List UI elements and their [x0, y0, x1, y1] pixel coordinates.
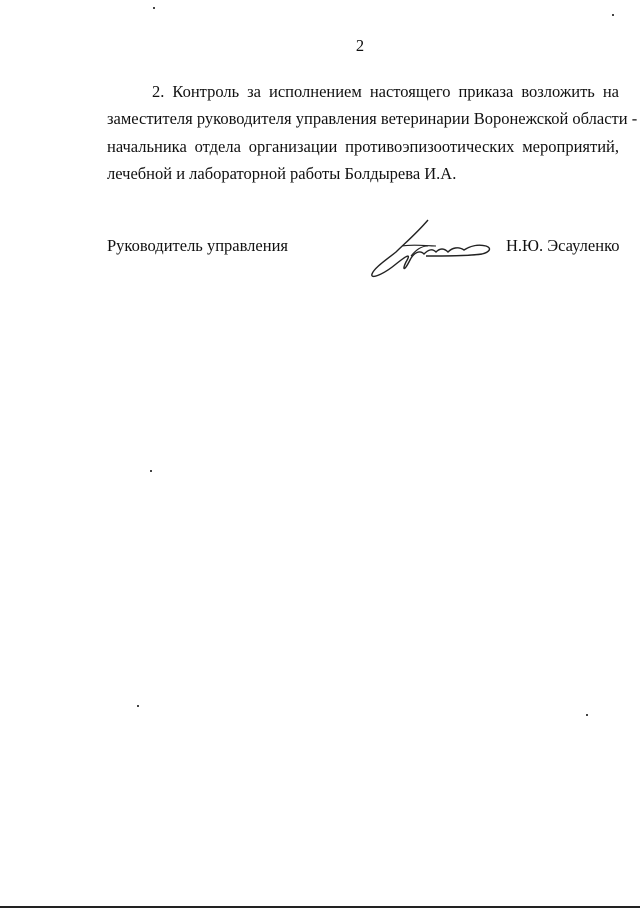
paragraph-line: заместителя руководителя управления ветеринарии Воронежской области - — [107, 109, 638, 129]
signatory-name: Н.Ю. Эсауленко — [506, 236, 620, 255]
scan-speck — [612, 14, 614, 16]
handwritten-signature — [366, 216, 501, 281]
scan-speck — [153, 7, 155, 9]
scan-speck — [150, 470, 152, 472]
page-number: 2 — [355, 36, 365, 55]
scan-speck — [586, 714, 588, 716]
signatory-role: Руководитель управления — [107, 236, 288, 255]
paragraph-line: лечебной и лабораторной работы Болдырева И.А. — [107, 163, 457, 183]
paragraph-line: начальника отдела организации противоэпизоотических мероприятий, — [107, 136, 619, 156]
scan-speck — [137, 705, 139, 707]
paragraph-line: 2. Контроль за исполнением настоящего приказа возложить на — [152, 82, 619, 101]
paragraph-control — [107, 82, 638, 191]
